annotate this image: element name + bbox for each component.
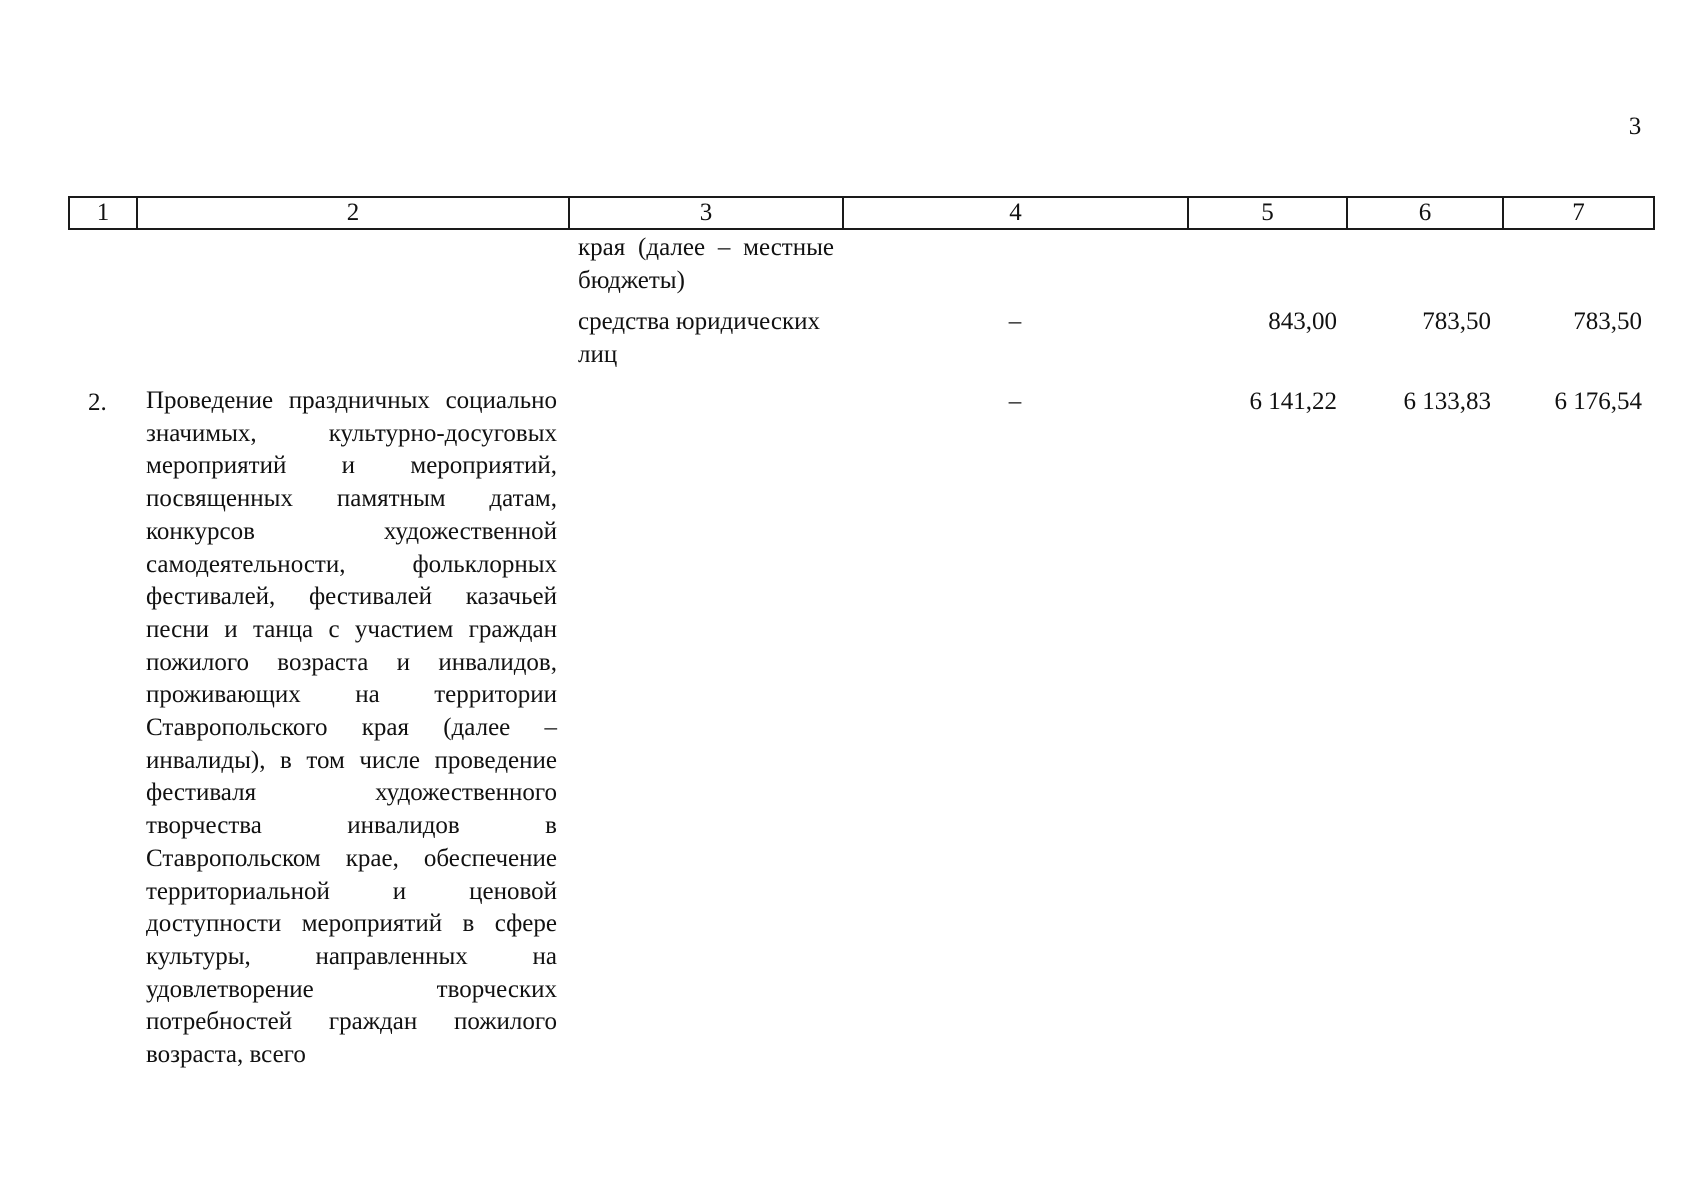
legal-entities-label: средства юридических лиц [578, 308, 820, 368]
item-2-number: 2. [88, 389, 107, 416]
page-number: 3 [1628, 113, 1642, 140]
header-cell-6: 6 [1347, 197, 1503, 229]
legal-entities-col7: 783,50 [1573, 308, 1642, 335]
legal-entities-col6: 783,50 [1422, 308, 1491, 335]
item-2-col7: 6 176,54 [1554, 388, 1642, 415]
header-cell-2: 2 [137, 197, 569, 229]
item-2-col6: 6 133,83 [1403, 388, 1491, 415]
header-cell-4: 4 [843, 197, 1188, 229]
item-2-col5: 6 141,22 [1249, 388, 1337, 415]
item-2-col4: – [1008, 388, 1022, 415]
header-cell-1: 1 [69, 197, 137, 229]
legal-entities-col5: 843,00 [1268, 308, 1337, 335]
item-2-description: Проведение праздничных социально значимых, культурно-досуговых мероприятий и мероприятий, посвященных памятным датам, конкурсов художественной самодеятельности, фольклорных фестивалей, фестивалей казачьей песни и танца с участием граждан пожилого возраста и инвалидов, проживающих на территории Ставропольского края (далее – инвалиды), в том числе проведение фестиваля художественного творчества инвалидов в Ставропольском крае, обеспечение территориальной и ценовой доступности мероприятий в сфере культуры, направленных на удовлетворение творческих потребностей граждан пожилого возраста, всего [146, 387, 557, 1069]
column-numbers-header [68, 196, 1655, 230]
legal-entities-col4: – [1008, 308, 1022, 335]
local-budget-label: края (далее – местные бюджеты) [578, 234, 834, 294]
header-row [69, 197, 1654, 229]
header-cell-7: 7 [1503, 197, 1654, 229]
header-cell-5: 5 [1188, 197, 1347, 229]
header-cell-3: 3 [569, 197, 843, 229]
